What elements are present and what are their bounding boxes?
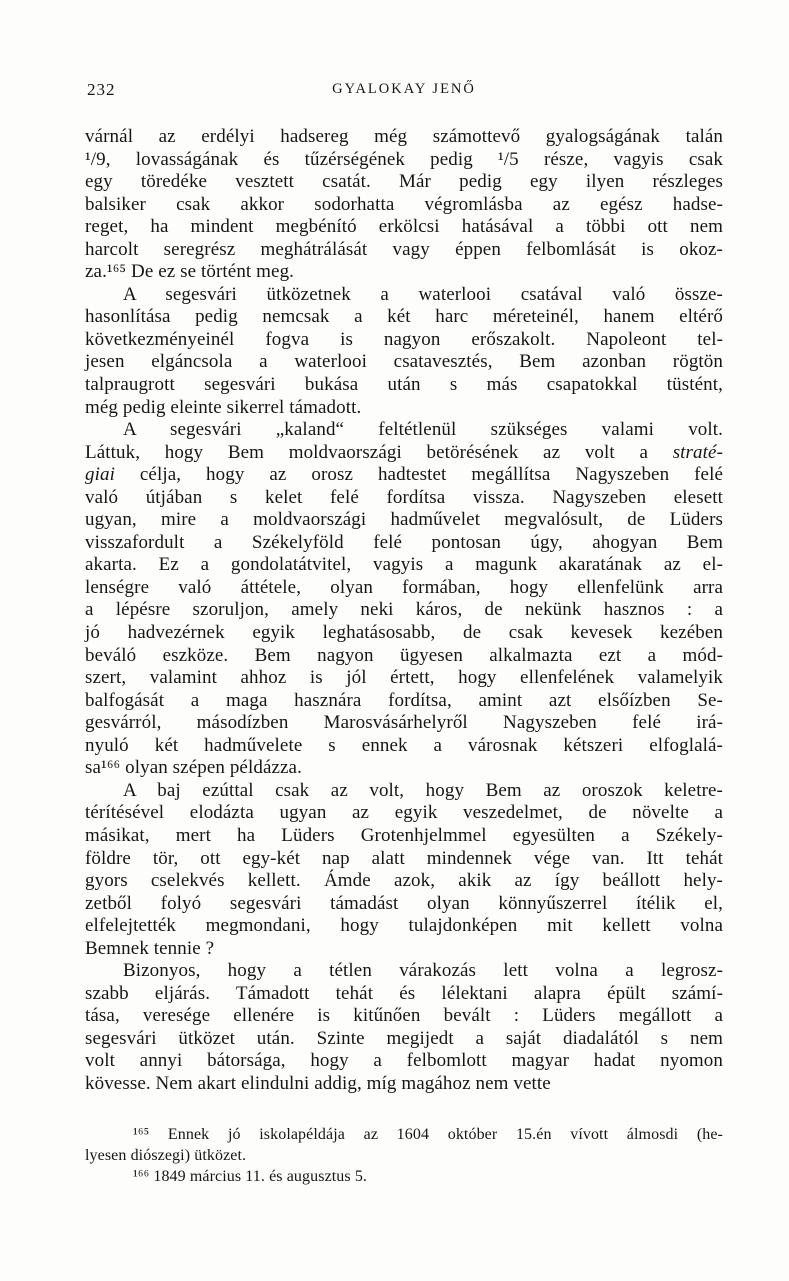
footnotes-section [85,1124,723,1187]
text-line: ¹⁶⁵ Ennek jó iskolapéldája az 1604 október 15.én vívott álmosdi (he- [133,1126,723,1143]
text-line: hasonlítása pedig nemcsak a két harc méreteinél, hanem eltérő [85,306,723,328]
text-line: gyors cselekvés kellett. Ámde azok, akik az így beállott hely- [85,870,723,892]
text-line: következményeinél fogva is nagyon erőszakolt. Napoleont tel- [85,328,723,350]
text-line: balsiker csak akkor sodorhatta végromlásba az egész hadse- [85,193,723,215]
text-line: ¹⁶⁶ 1849 március 11. és augusztus 5. [133,1168,368,1185]
text-line: volt annyi bátorsága, hogy a felbomlott magyar hadat nyomon [85,1050,723,1072]
text-line: giai célja, hogy az orosz hadtestet megállítsa Nagyszeben felé [85,464,723,486]
text-line: Bizonyos, hogy a tétlen várakozás lett volna a legrosz- [123,960,723,982]
text-line: kövesse. Nem akart elindulni addig, míg magához nem vette [85,1072,551,1094]
text-line: jó hadvezérnek egyik leghatásosabb, de csak kevesek kezében [85,622,723,644]
text-line: Láttuk, hogy Bem moldvaországi betörésének az volt a straté- [85,441,723,463]
text-line: való útjában s kelet felé fordítsa vissza. Nagyszeben elesett [85,486,723,508]
text-line: elfelejtették megmondani, hogy tulajdonképen mit kellett volna [85,915,723,937]
text-line: A segesvári „kaland“ feltétlenül szükséges valami volt. [123,419,723,441]
text-line: a lépésre szoruljon, amely neki káros, de nekünk hasznos : a [85,599,723,621]
body-text [85,126,723,1096]
text-line: ugyan, mire a moldvaországi hadművelet megvalósult, de Lüders [85,509,723,531]
text-line: akarta. Ez a gondolatátvitel, vagyis a magunk akaratának az el- [85,554,723,576]
text-line: nyuló két hadművelete s ennek a városnak kétszeri elfoglalá- [85,734,723,756]
text-line: gesvárról, másodízben Marosvásárhelyről Nagyszeben felé irá- [85,712,723,734]
text-line: balfogását a maga hasznára fordítsa, amint azt elsőízben Se- [85,689,723,711]
text-line: még pedig eleinte sikerrel támadott. [85,396,362,418]
text-line: beváló eszköze. Bem nagyon ügyesen alkalmazta ezt a mód- [85,644,723,666]
text-line: A baj ezúttal csak az volt, hogy Bem az oroszok keletre- [123,779,723,801]
text-line: várnál az erdélyi hadsereg még számottevő gyalogságának talán [85,126,723,147]
text-line: egy töredéke vesztett csatát. Már pedig egy ilyen részleges [85,171,723,193]
text-line: visszafordult a Székelyföld felé pontosan úgy, ahogyan Bem [85,531,723,553]
text-line: A segesvári ütközetnek a waterlooi csatával való össze- [123,283,723,305]
running-header-title: GYALOKAY JENŐ [332,81,476,97]
text-line: ¹/9, lovasságának és tűzérségének pedig ¹/5 része, vagyis csak [85,148,723,170]
text-line: reget, ha mindent megbénító erkölcsi hatásával a többi ott nem [85,216,723,238]
text-line: másikat, mert ha Lüders Grotenhjelmmel egyesülten a Székely- [85,824,723,846]
text-line: szert, valamint ahhoz is jól értett, hogy ellenfelének valamelyik [85,667,723,689]
text-line: szabb eljárás. Támadott tehát és lélektani alapra épült számí- [85,982,723,1004]
text-line: földre tör, ott egy-két nap alatt mindennek vége van. Itt tehát [85,847,723,869]
text-line: Bemnek tennie ? [85,937,215,959]
text-line: térítésével elodázta ugyan az egyik veszedelmet, de növelte a [85,802,723,824]
text-line: segesvári ütközet után. Szinte megijedt a saját diadalától s nem [85,1027,723,1049]
page-number: 232 [87,80,116,99]
text-line: talpraugrott segesvári bukása után s más csapatokkal tüstént, [85,374,723,396]
running-header [85,80,723,102]
text-line: za.¹⁶⁵ De ez se történt meg. [85,261,295,283]
text-line: harcolt seregrész meghátrálását vagy éppen felbomlását is okoz- [85,238,723,260]
text-line: lenségre való áttétele, olyan formában, hogy ellenfelünk arra [85,576,723,598]
text-line: zetből folyó segesvári támadást olyan könnyűszerrel ítélik el, [85,892,723,914]
text-line: tása, veresége ellenére is kitűnően bevált : Lüders megállott a [85,1005,723,1027]
text-line: lyesen diószegi) ütközet. [85,1147,247,1164]
text-line: sa¹⁶⁶ olyan szépen példázza. [85,757,302,779]
text-line: jesen elgáncsola a waterlooi csatavesztés, Bem azonban rögtön [85,351,723,373]
